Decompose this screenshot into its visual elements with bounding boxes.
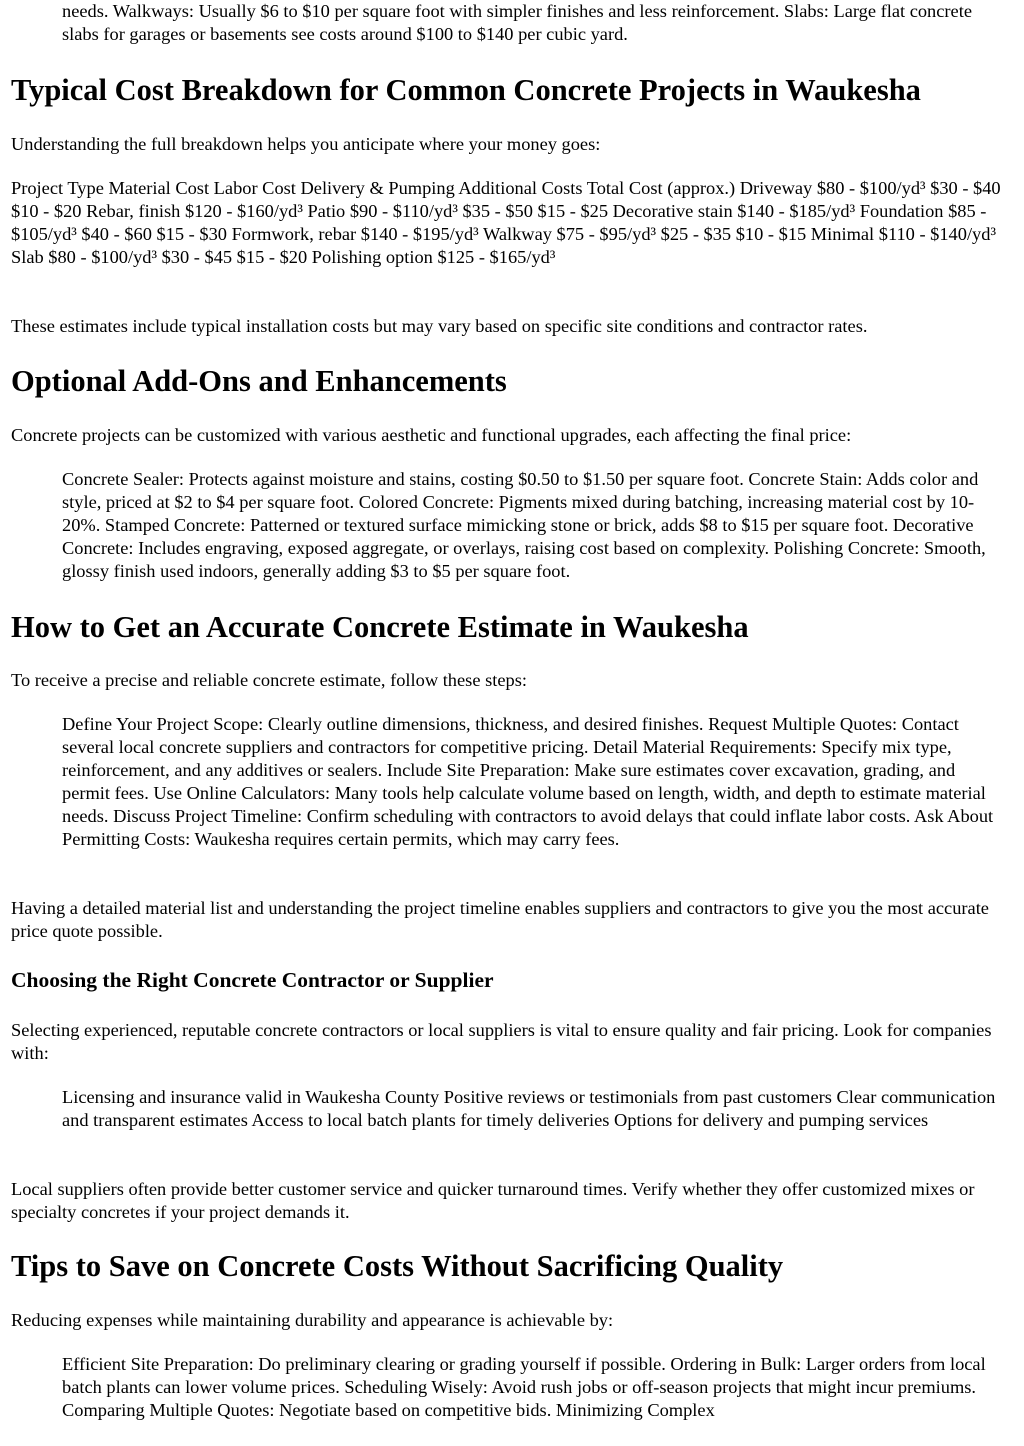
estimate-steps-list: Define Your Project Scope: Clearly outline dimensions, thickness, and desired finishes. Request Multiple Quotes: Contact several local concrete suppliers and contractors for competitive pricing. Detail Material Requirements: Specify mix type, reinforcement, and any additives or sealers. Include Site Preparation: Make sure estimates cover excavation, grading, and permit fees. Use Online Calculators: Many tools help calculate volume based on length, width, and depth to estimate material needs. Discuss Project Timeline: Confirm scheduling with contractors to avoid delays that could inflate labor costs. Ask About Permitting Costs: Waukesha requires certain permits, which may carry fees. [62,714,994,849]
tips-intro: Reducing expenses while maintaining durability and appearance is achievable by: [11,1310,614,1330]
cost-breakdown-intro: Understanding the full breakdown helps you anticipate where your money goes: [11,134,601,154]
cost-breakdown-note: These estimates include typical installation costs but may vary based on specific site conditions and contractor rates. [11,316,868,336]
cost-breakdown-heading: Typical Cost Breakdown for Common Concrete Projects in Waukesha [11,73,921,107]
add-ons-list: Concrete Sealer: Protects against moisture and stains, costing $0.50 to $1.50 per square foot. Concrete Stain: Adds color and style, priced at $2 to $4 per square foot. Colored Concrete: Pigments mixed during batching, increasing material cost by 10-20%. Stamped Concrete: Patterned or textured surface mimicking stone or brick, adds $8 to $15 per square foot. Decorative Concrete: Includes engraving, exposed aggregate, or overlays, raising cost based on complexity. Polishing Concrete: Smooth, glossy finish used indoors, generally adding $3 to $5 per square foot. [62,469,986,581]
contractor-intro: Selecting experienced, reputable concrete contractors or local suppliers is vital to ensure quality and fair pricing. Look for companies with: [11,1020,992,1063]
estimate-intro: To receive a precise and reliable concrete estimate, follow these steps: [11,670,527,690]
contractor-heading: Choosing the Right Concrete Contractor or Supplier [11,968,494,992]
tips-heading: Tips to Save on Concrete Costs Without Sacrificing Quality [11,1249,784,1283]
intro-continued-paragraph: needs. Walkways: Usually $6 to $10 per square foot with simpler finishes and less reinforcement. Slabs: Large flat concrete slabs for garages or basements see costs around $100 to $140 per cubic yard. [62,1,972,44]
cost-breakdown-table-text: Project Type Material Cost Labor Cost Delivery & Pumping Additional Costs Total Cost (approx.) Driveway $80 - $100/yd³ $30 - $40 $10 - $20 Rebar, finish $120 - $160/yd³ Patio $90 - $110/yd³ $35 - $50 $15 - $25 Decorative stain $140 - $185/yd³ Foundation $85 - $105/yd³ $40 - $60 $15 - $30 Formwork, rebar $140 - $195/yd³ Walkway $75 - $95/yd³ $25 - $35 $10 - $15 Minimal $110 - $140/yd³ Slab $80 - $100/yd³ $30 - $45 $15 - $20 Polishing option $125 - $165/yd³ [11,178,1001,267]
contractor-criteria-list: Licensing and insurance valid in Waukesha County Positive reviews or testimonials from past customers Clear communication and transparent estimates Access to local batch plants for timely deliveries Options for delivery and pumping services [62,1087,996,1130]
add-ons-heading: Optional Add-Ons and Enhancements [11,364,507,398]
contractor-note: Local suppliers often provide better customer service and quicker turnaround times. Verify whether they offer customized mixes or specialty concretes if your project demands it. [11,1179,975,1222]
add-ons-intro: Concrete projects can be customized with various aesthetic and functional upgrades, each affecting the final price: [11,425,852,445]
estimate-heading: How to Get an Accurate Concrete Estimate in Waukesha [11,610,749,644]
tips-list: Efficient Site Preparation: Do preliminary clearing or grading yourself if possible. Ordering in Bulk: Larger orders from local batch plants can lower volume prices. Scheduling Wisely: Avoid rush jobs or off-season projects that might incur premiums. Comparing Multiple Quotes: Negotiate based on competitive bids. Minimizing Complex [62,1354,986,1420]
estimate-note: Having a detailed material list and understanding the project timeline enables suppliers and contractors to give you the most accurate price quote possible. [11,898,989,941]
